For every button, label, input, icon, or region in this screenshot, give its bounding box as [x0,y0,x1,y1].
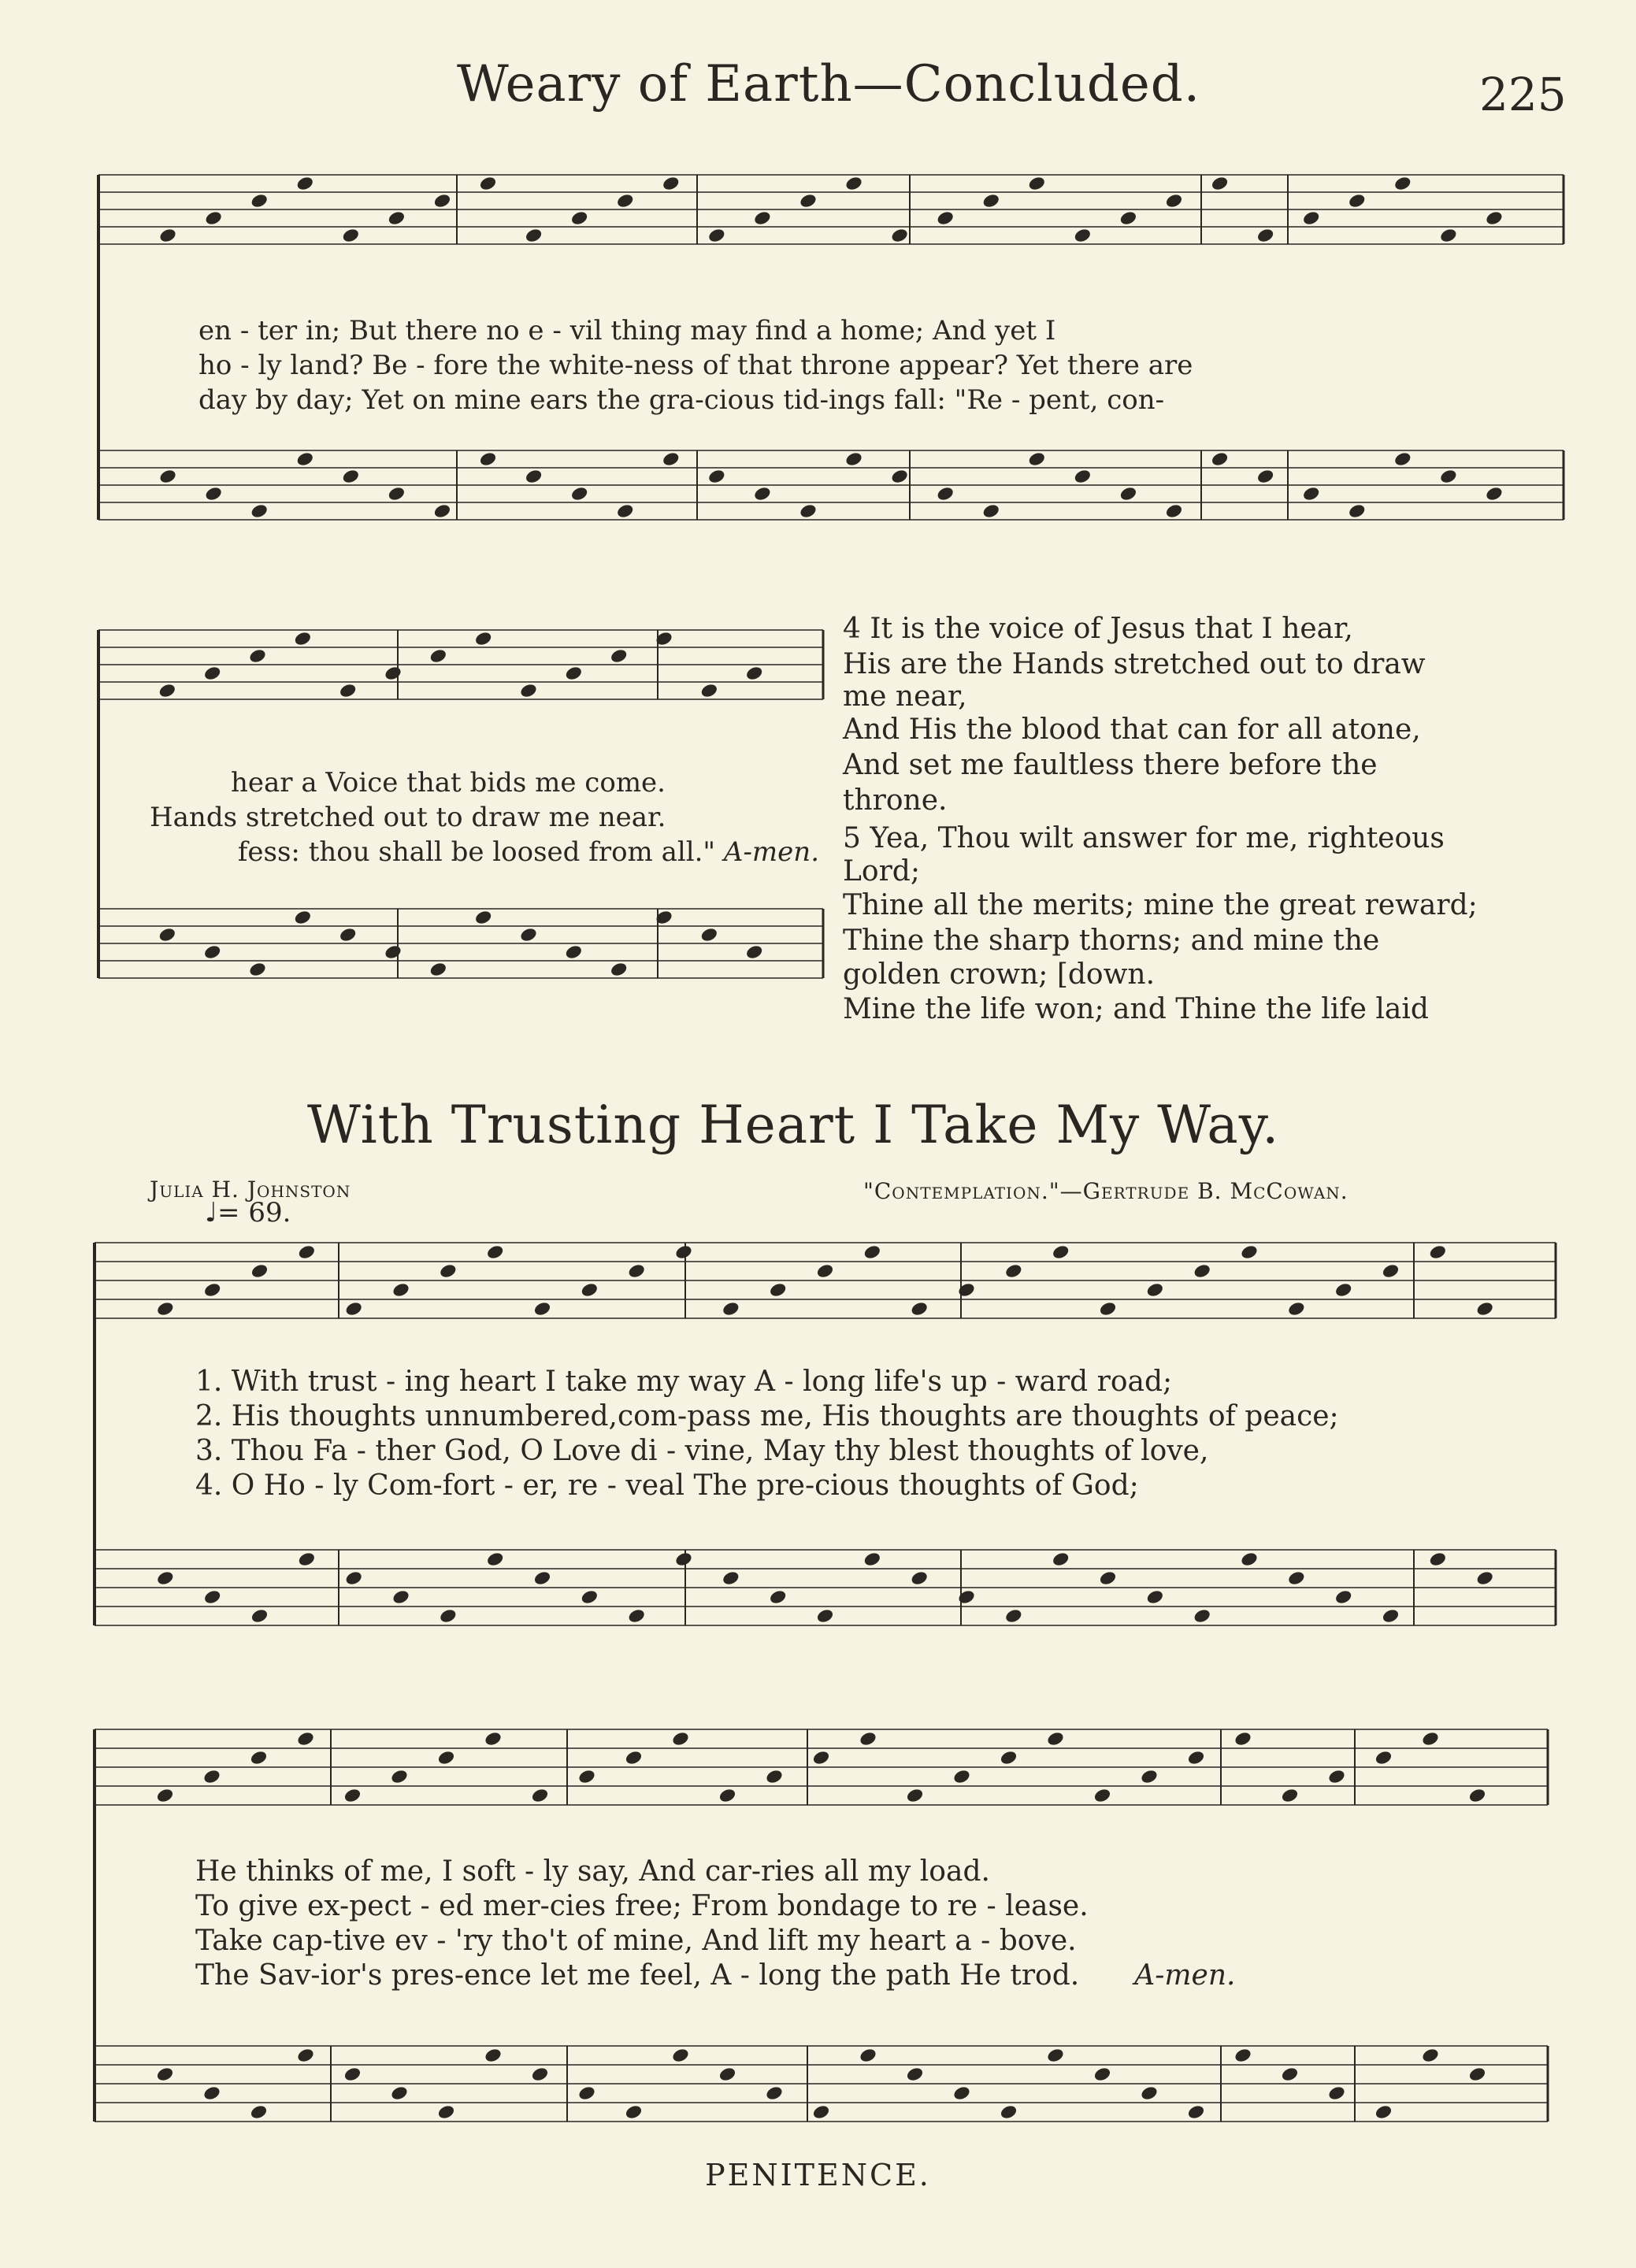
note-head [1485,209,1504,226]
note-head [1027,450,1046,467]
note-head [1421,1730,1440,1747]
note-head [428,961,447,977]
note-head [339,926,358,943]
note-head [1327,1768,1346,1784]
lyric-line [150,835,819,869]
note-head [484,1730,503,1747]
note-head [1073,468,1092,484]
note-head [474,909,493,925]
note-head [1004,1607,1023,1624]
note-head [564,665,583,681]
note-head [769,1281,788,1298]
lyric-line: hear a Voice that bids me come. [231,767,666,799]
note-head [295,450,314,467]
note-head [478,450,497,467]
note-head [769,1588,788,1605]
note-head [474,630,493,647]
note-head [343,1787,362,1803]
note-head [1145,1281,1164,1298]
note-head [859,1730,877,1747]
note-head [250,1607,269,1624]
note-head [815,1262,834,1279]
note-head [1240,1551,1259,1567]
note-head [436,1749,455,1766]
hymn2-lyrics-system2 [195,1854,1235,1992]
lyric-line: Hands stretched out to draw me near. [150,802,666,833]
note-head [859,2047,877,2063]
note-head [610,961,629,977]
note-head [204,209,223,226]
note-head [297,1243,316,1260]
note-head [662,175,681,191]
note-head [249,1749,268,1766]
hymn-title: With Trusting Heart I Take My Way. [307,1095,1280,1155]
hymn2-lyrics-system1 [195,1364,1339,1503]
note-head [1118,485,1137,502]
lyric-text: fess: thou shall be loosed from all." [237,836,716,868]
note-head [707,468,726,484]
note-head [1093,2066,1111,2082]
note-head [671,2047,690,2063]
lyric-line: 2. His thoughts unnumbered,com-pass me, His thoughts are thoughts of peace; [195,1400,1339,1432]
note-head [1302,209,1321,226]
note-head [627,1607,646,1624]
note-head [745,665,764,681]
note-head [390,2085,409,2101]
note-head [1374,1749,1393,1766]
note-head [1052,1551,1070,1567]
note-head [1302,485,1321,502]
note-head [1475,1300,1494,1317]
note-head [293,909,312,925]
note-head [1256,468,1275,484]
hymn1-extra-verses [843,611,1478,1027]
note-head [699,926,718,943]
note-head [387,209,406,226]
note-head [765,2085,784,2101]
verse-line: 4 It is the voice of Jesus that I hear, [843,613,1353,645]
note-head [952,2085,971,2101]
note-head [863,1243,881,1260]
note-head [624,2103,643,2120]
note-head [530,1787,549,1803]
note-head [610,647,629,664]
note-head [1374,2103,1393,2120]
note-head [155,2066,174,2082]
note-head [890,468,909,484]
note-head [1164,502,1183,519]
lyric-line: To give ex-pect - ed mer-cies free; From bondage to re - lease. [195,1890,1089,1922]
verse-line: throne. [843,784,948,817]
note-head [577,1768,596,1784]
verse-line: Lord; [843,855,920,888]
note-head [250,502,269,519]
note-head [436,2103,455,2120]
note-head [525,227,543,243]
note-head [570,209,589,226]
note-head [1348,192,1367,209]
lyric-line: 3. Thou Fa - ther God, O Love di - vine, May thy blest thoughts of love, [195,1435,1209,1467]
note-head [577,2085,596,2101]
note-head [1467,1787,1486,1803]
note-head [1287,1300,1306,1317]
amen-label: A-men. [723,836,819,868]
note-head [844,450,863,467]
note-head [999,2103,1018,2120]
note-head [1140,1768,1159,1784]
note-head [1485,485,1504,502]
note-head [745,943,764,960]
note-head [1280,1787,1299,1803]
note-head [718,1787,736,1803]
note-head [1348,502,1367,519]
note-head [1140,2085,1159,2101]
note-head [999,1749,1018,1766]
note-head [530,2066,549,2082]
note-head [699,682,718,699]
note-head [765,1768,784,1784]
verse-line: Thine all the merits; mine the great reward; [843,889,1478,921]
note-head [486,1243,505,1260]
note-head [936,209,955,226]
note-head [1439,227,1458,243]
note-head [158,468,177,484]
note-head [811,2103,830,2120]
lyric-line: day by day; Yet on mine ears the gra-cious tid-ings fall: "Re - pent, con- [198,384,1165,416]
note-head [815,1607,834,1624]
lyric-line: en - ter in; But there no e - vil thing may find a home; And yet I [198,315,1056,346]
note-head [753,485,772,502]
note-head [344,1300,363,1317]
note-head [1046,2047,1065,2063]
note-head [249,2103,268,2120]
next-hymn-title: PENITENCE. [705,2158,931,2192]
author-credit: Julia H. Johnston [150,1177,351,1203]
note-head [387,485,406,502]
note-head [1027,175,1046,191]
note-head [718,2066,736,2082]
note-head [155,1787,174,1803]
note-head [910,1569,929,1586]
lyric-line: He thinks of me, I soft - ly say, And car-ries all my load. [195,1855,990,1888]
note-head [439,1607,458,1624]
note-head [432,192,451,209]
note-head [391,1281,410,1298]
note-head [1256,227,1275,243]
note-head [525,468,543,484]
hymn1-lyrics-system2 [150,765,819,869]
note-head [341,468,360,484]
verse-line: And set me faultless there before the [843,749,1378,781]
note-head [1145,1588,1164,1605]
note-head [484,2047,503,2063]
note-head [478,175,497,191]
note-head [616,502,635,519]
note-head [1073,227,1092,243]
note-head [1052,1243,1070,1260]
note-head [344,1569,363,1586]
note-head [486,1551,505,1567]
verse-line: And His the blood that can for all atone, [843,713,1421,746]
note-head [519,926,538,943]
note-head [1118,209,1137,226]
note-head [343,2066,362,2082]
note-head [296,2047,315,2063]
note-head [1233,1730,1252,1747]
composer-credit: "Contemplation."—Gertrude B. McCowan. [863,1178,1348,1204]
note-head [936,485,955,502]
lyric-line: ho - ly land? Be - fore the white-ness of that throne appear? Yet there are [198,350,1193,381]
note-head [1098,1569,1117,1586]
note-head [1475,1569,1494,1586]
note-head [1093,1787,1111,1803]
note-head [203,1281,222,1298]
note-head [674,1243,693,1260]
note-head [297,1551,316,1567]
note-head [428,647,447,664]
note-head [616,192,635,209]
note-head [203,665,222,681]
note-head [1280,2066,1299,2082]
note-head [1186,1749,1205,1766]
verse-line: me near, [843,680,967,713]
note-head [981,192,1000,209]
page-number: 225 [1479,68,1567,121]
note-head [1439,468,1458,484]
note-head [1233,2047,1252,2063]
lyric-line: 1. With trust - ing heart I take my way A - long life's up - ward road; [195,1366,1173,1398]
note-head [722,1569,740,1586]
note-head [957,1281,976,1298]
note-head [1393,175,1412,191]
note-head [1467,2066,1486,2082]
note-head [564,943,583,960]
note-head [250,192,269,209]
note-head [384,943,403,960]
note-head [811,1749,830,1766]
note-head [1428,1551,1447,1567]
note-head [957,1588,976,1605]
note-head [341,227,360,243]
amen-label: A-men. [1134,1959,1236,1992]
note-head [391,1588,410,1605]
note-head [1046,1730,1065,1747]
note-head [158,227,177,243]
note-head [707,227,726,243]
note-head [248,961,267,977]
tempo-marking: ♩= 69. [205,1197,291,1228]
note-head [1240,1243,1259,1260]
note-head [844,175,863,191]
note-head [339,682,358,699]
note-head [1381,1607,1400,1624]
note-head [384,665,403,681]
verse-line: golden crown; [down. [843,958,1156,991]
note-head [1381,1262,1400,1279]
note-head [1004,1262,1023,1279]
note-head [295,175,314,191]
note-head [671,1730,690,1747]
note-head [203,1588,222,1605]
note-head [722,1300,740,1317]
note-head [799,192,818,209]
lyric-line: Take cap-tive ev - 'ry tho't of mine, And lift my heart a - bove. [195,1925,1077,1957]
note-head [1193,1262,1211,1279]
note-head [1393,450,1412,467]
note-head [248,647,267,664]
note-head [1193,1607,1211,1624]
note-head [296,1730,315,1747]
note-head [753,209,772,226]
verse-line: Thine the sharp thorns; and mine the [843,925,1380,957]
note-head [952,1768,971,1784]
page-title: Weary of Earth—Concluded. [457,55,1201,113]
note-head [1327,2085,1346,2101]
note-head [250,1262,269,1279]
note-head [580,1281,599,1298]
note-head [158,926,176,943]
note-head [1211,450,1230,467]
note-head [202,1768,221,1784]
note-head [1287,1569,1306,1586]
note-head [202,2085,221,2101]
note-head [293,630,312,647]
note-head [203,943,222,960]
note-head [204,485,223,502]
note-head [863,1551,881,1567]
note-head [624,1749,643,1766]
note-head [439,1262,458,1279]
hymn1-lyrics-system1 [198,313,1193,417]
note-head [910,1300,929,1317]
note-head [1098,1300,1117,1317]
note-head [519,682,538,699]
note-head [905,1787,924,1803]
note-head [432,502,451,519]
note-head [1334,1588,1353,1605]
note-head [627,1262,646,1279]
note-head [890,227,909,243]
lyric-line: 4. O Ho - ly Com-fort - er, re - veal The pre-cious thoughts of God; [195,1469,1139,1502]
note-head [662,450,681,467]
note-head [156,1569,175,1586]
note-head [799,502,818,519]
verse-line: 5 Yea, Thou wilt answer for me, righteous [843,822,1445,854]
note-head [1334,1281,1353,1298]
note-head [981,502,1000,519]
note-head [570,485,589,502]
note-head [156,1300,175,1317]
verse-line: Mine the life won; and Thine the life laid [843,993,1429,1025]
note-head [390,1768,409,1784]
note-head [532,1300,551,1317]
note-head [580,1588,599,1605]
note-head [1164,192,1183,209]
note-head [1186,2103,1205,2120]
note-head [1421,2047,1440,2063]
lyric-line [195,1958,1235,1992]
note-head [532,1569,551,1586]
verse-line: His are the Hands stretched out to draw [843,648,1426,680]
note-head [158,682,176,699]
note-head [1428,1243,1447,1260]
lyric-text: The Sav-ior's pres-ence let me feel, A - long the path He trod. [195,1959,1080,1992]
note-head [1211,175,1230,191]
note-head [674,1551,693,1567]
note-head [905,2066,924,2082]
